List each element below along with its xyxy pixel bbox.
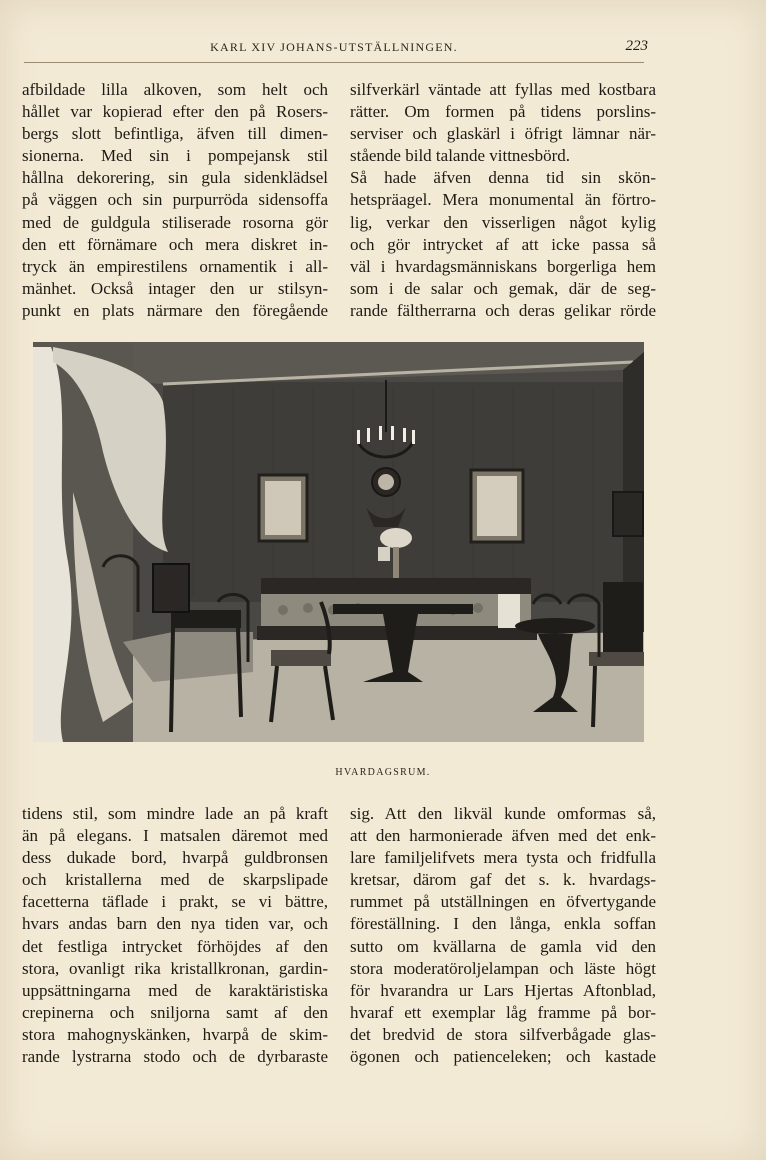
text-line: som i de salar och gemak, där de seg- (350, 278, 656, 298)
text-line: rätter. Om formen på tidens porslins- (350, 102, 656, 122)
interior-photograph (33, 342, 644, 742)
text-line: silfverkärl väntade att fyllas med kostbara (350, 80, 656, 99)
text-line: väl i hvardagsmänniskans borgerliga hem (350, 256, 656, 276)
text-line: mänhet. Också intager den ur stilsyn- (22, 278, 328, 298)
text-line: för hvarandra ur Lars Hjertas Aftonblad, (350, 980, 656, 1000)
text-line: afbildade lilla alkoven, som helt och (22, 80, 328, 99)
text-line: sig. Att den likväl kunde omformas så, (350, 804, 656, 823)
text-line: den ett förnämare och mera diskret in- (22, 234, 328, 254)
text-column-top-left (22, 79, 328, 322)
text-line: facetterna täflade i prakt, se vi bättre, (22, 892, 328, 912)
text-line: än på elegans. I matsalen däremot med (22, 826, 328, 846)
text-line: det bredvid de stora silfverbågade glas- (350, 1024, 656, 1044)
text-line: hållna dekorering, sin gula sidenklädsel (22, 168, 328, 188)
header-title: KARL XIV JOHANS-UTSTÄLLNINGEN. (210, 40, 458, 54)
page-number: 223 (625, 38, 648, 54)
text-line: hvaraf ett exemplar låg framme på bor- (350, 1002, 656, 1022)
text-line: rande lystrarna stodo och de dyrbaraste (22, 1047, 328, 1067)
text-line: serviser och glaskärl i öfrigt lämnar när- (350, 124, 656, 144)
text-line: tryck än empirestilens ornamentik i all- (22, 256, 328, 276)
text-column-bottom-right (350, 803, 656, 1068)
text-line: tidens stil, som mindre lade an på kraft (22, 804, 328, 823)
text-line: crepinerna och sniljorna samt af den (22, 1002, 328, 1022)
text-line: hetspräagel. Mera monumental än förtro- (350, 190, 656, 210)
text-line: dess dukade bord, hvarpå guldbronsen (22, 848, 328, 868)
text-line: lig, verkar den visserligen något kylig (350, 212, 656, 232)
text-line: rande fältherrarna och deras gelikar rörde (350, 300, 656, 320)
text-line: kretsar, därom gaf det s. k. hvardags- (350, 870, 656, 890)
figure-caption: HVARDAGSRUM. (335, 767, 431, 778)
text-line: punkt en plats närmare den föregående (22, 300, 328, 320)
running-header (24, 38, 648, 58)
text-line: Så hade äfven denna tid sin skön- (350, 168, 656, 188)
text-line: föreställning. I den långa, enkla soffan (350, 914, 656, 934)
text-line: bergs slott befintliga, äfven till dimen- (22, 124, 328, 144)
text-line: och kristallerna med de skarpslipade (22, 870, 328, 890)
text-line: på väggen och sin purpurröda sidensoffa (22, 190, 328, 210)
text-line: det festliga intrycket förhöjdes af den (22, 936, 328, 956)
text-line: stora, ovanligt rika kristallkronan, gardin- (22, 958, 328, 978)
text-line: lare familjelifvets mera tysta och fridfulla (350, 848, 656, 868)
header-rule (24, 62, 644, 63)
text-line: sionerna. Med sin i pompejansk stil (22, 146, 328, 166)
text-line: stora moderatöroljelampan och läste högt (350, 958, 656, 978)
text-line: hållet var kopierad efter den på Rosers- (22, 102, 328, 122)
text-line: uppsättningarna med de karaktäristiska (22, 980, 328, 1000)
text-line: att den harmonierade äfven med det enk- (350, 826, 656, 846)
text-column-bottom-left (22, 803, 328, 1068)
text-column-top-right (350, 79, 656, 322)
text-line: ögonen och patienceleken; och kastade (350, 1047, 656, 1067)
text-line: rummet på utställningen en öfvertygande (350, 892, 656, 912)
text-line: sutto om kvällarna de gamla vid den (350, 936, 656, 956)
text-line: med de guldgula stiliserade rosorna gör (22, 212, 328, 232)
text-line: stora mahognyskänken, hvarpå de skim- (22, 1024, 328, 1044)
text-line: stående bild talande vittnesbörd. (350, 146, 570, 166)
text-line: hvars andas barn den nya tiden var, och (22, 914, 328, 934)
text-line: och gör intrycket af att icke passa så (350, 234, 656, 254)
